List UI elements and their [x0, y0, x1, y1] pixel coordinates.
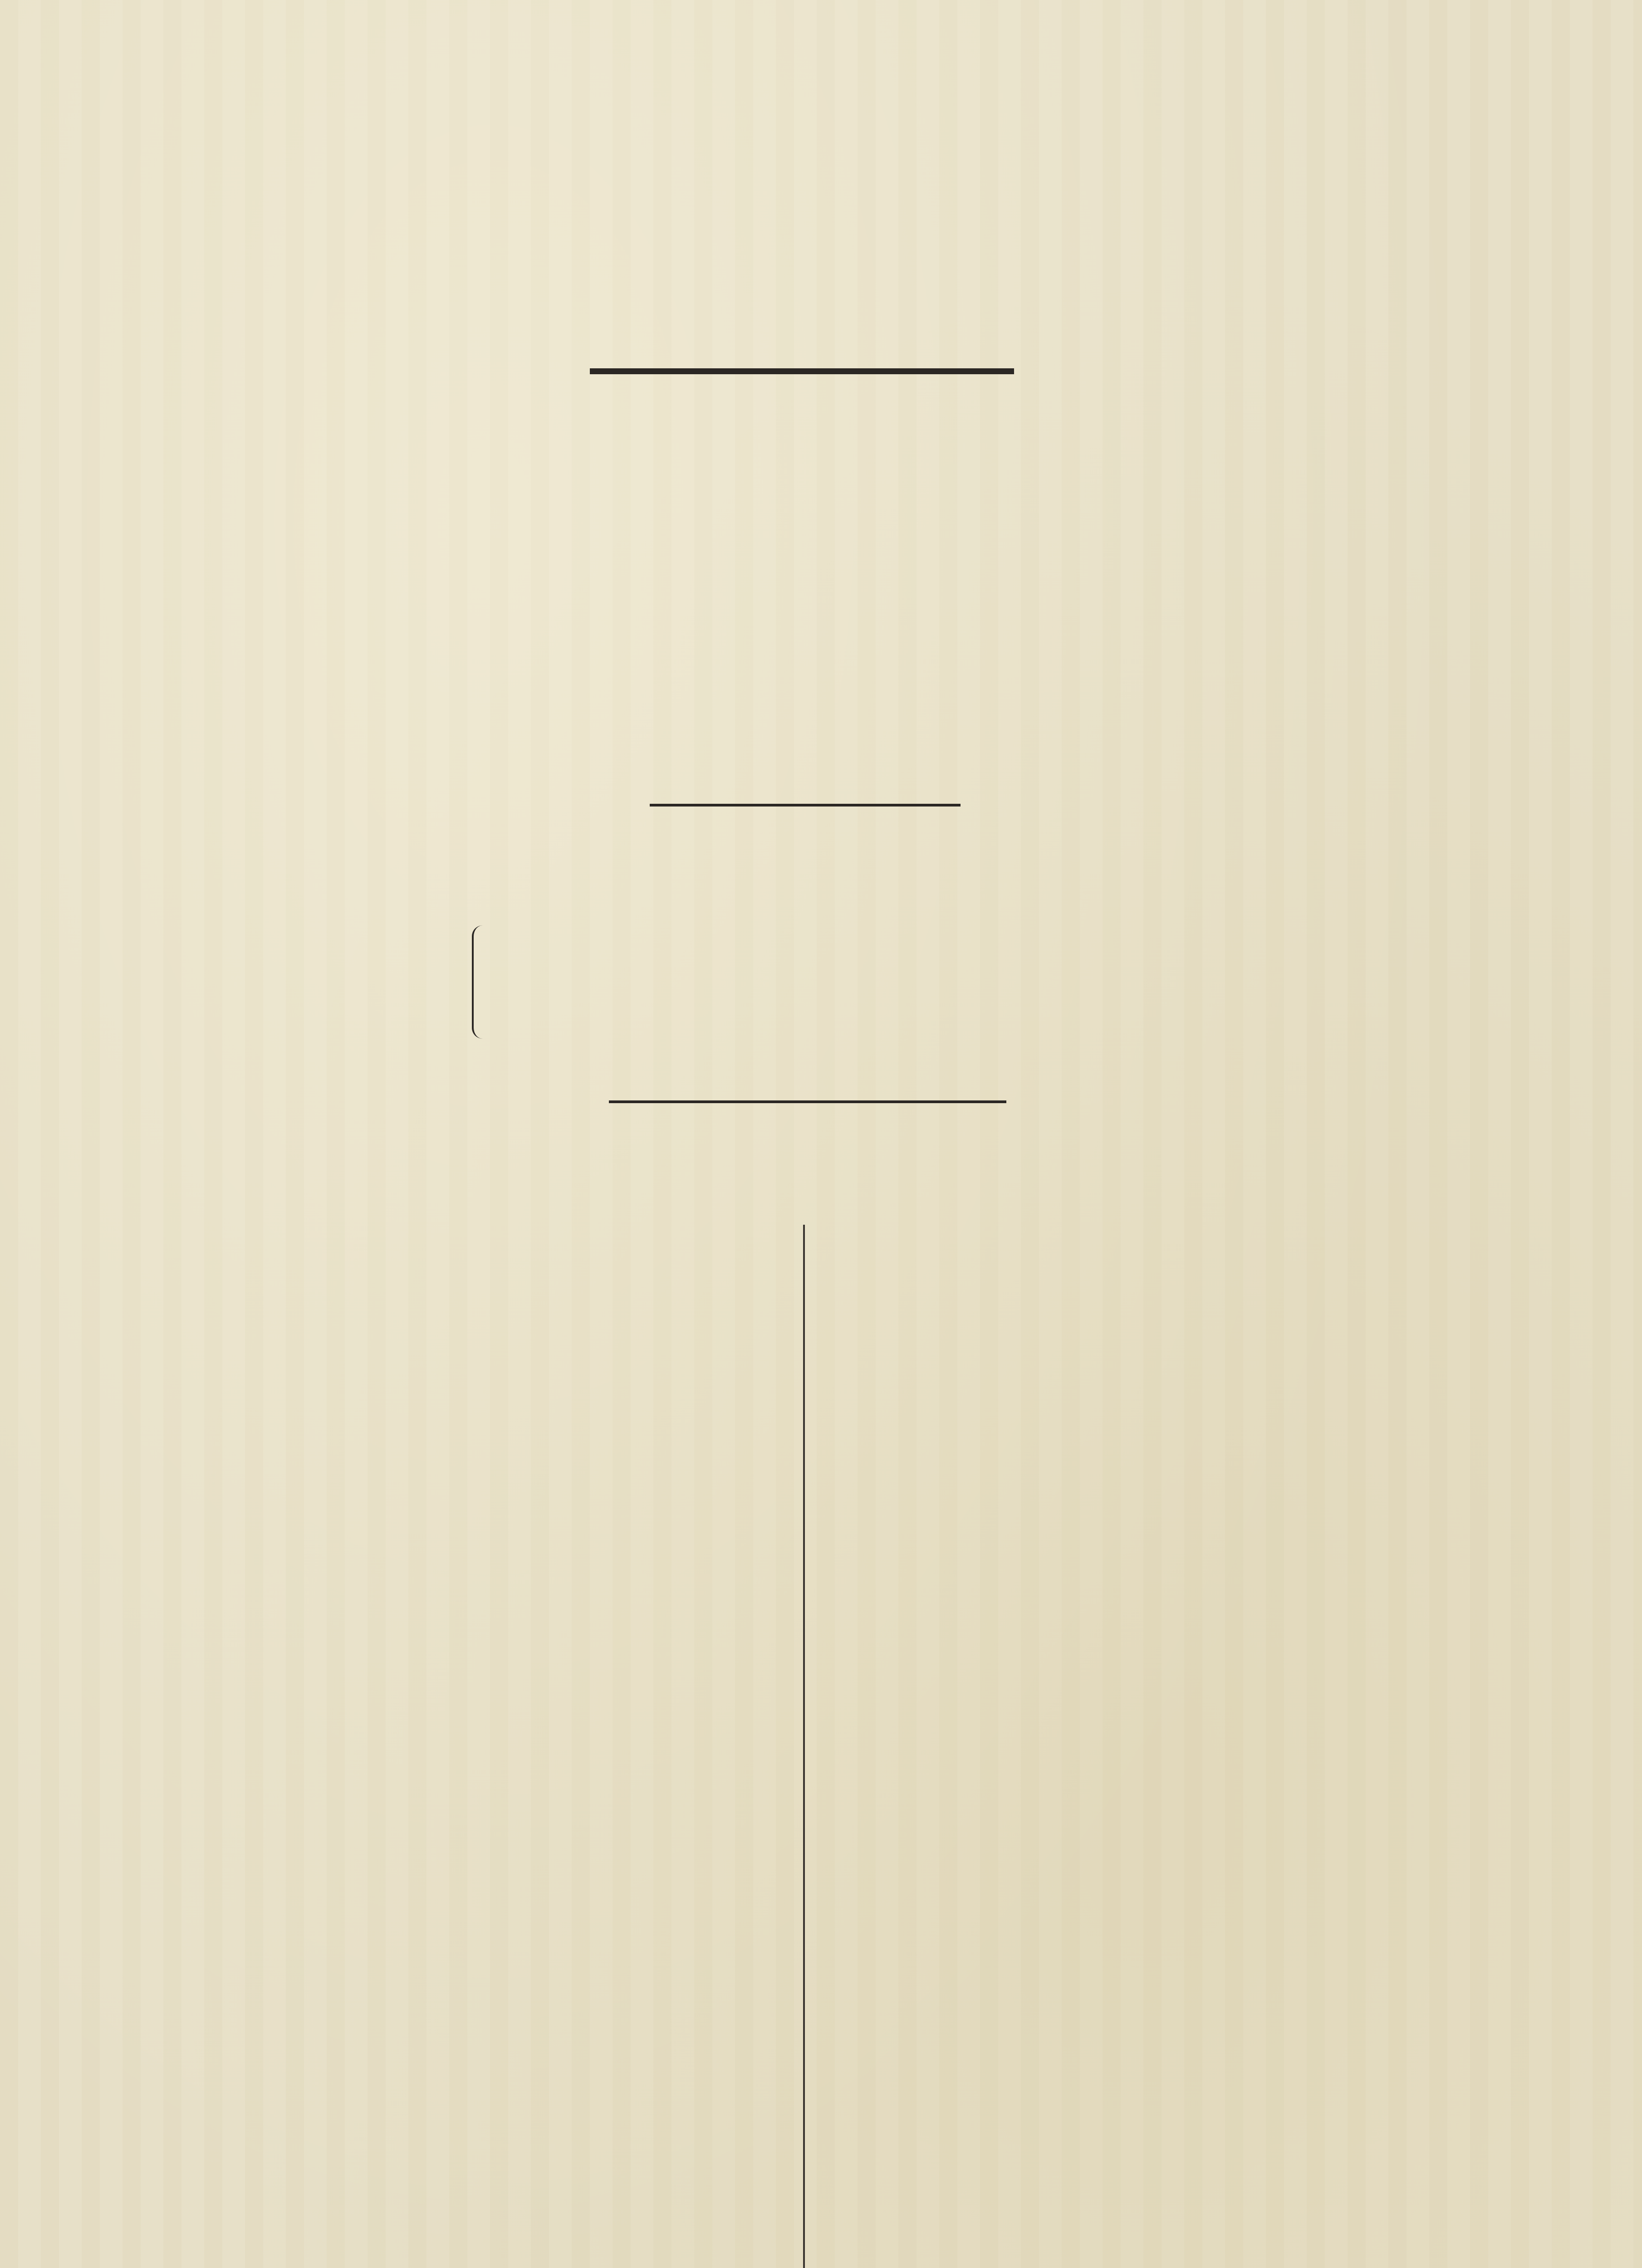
- brace-icon: [472, 925, 483, 1039]
- almanach-entry[interactable]: [179, 887, 1431, 920]
- column-divider: [803, 1225, 805, 2268]
- title-divider: [590, 368, 1014, 374]
- section-divider: [609, 1100, 1006, 1103]
- section-divider: [650, 804, 961, 807]
